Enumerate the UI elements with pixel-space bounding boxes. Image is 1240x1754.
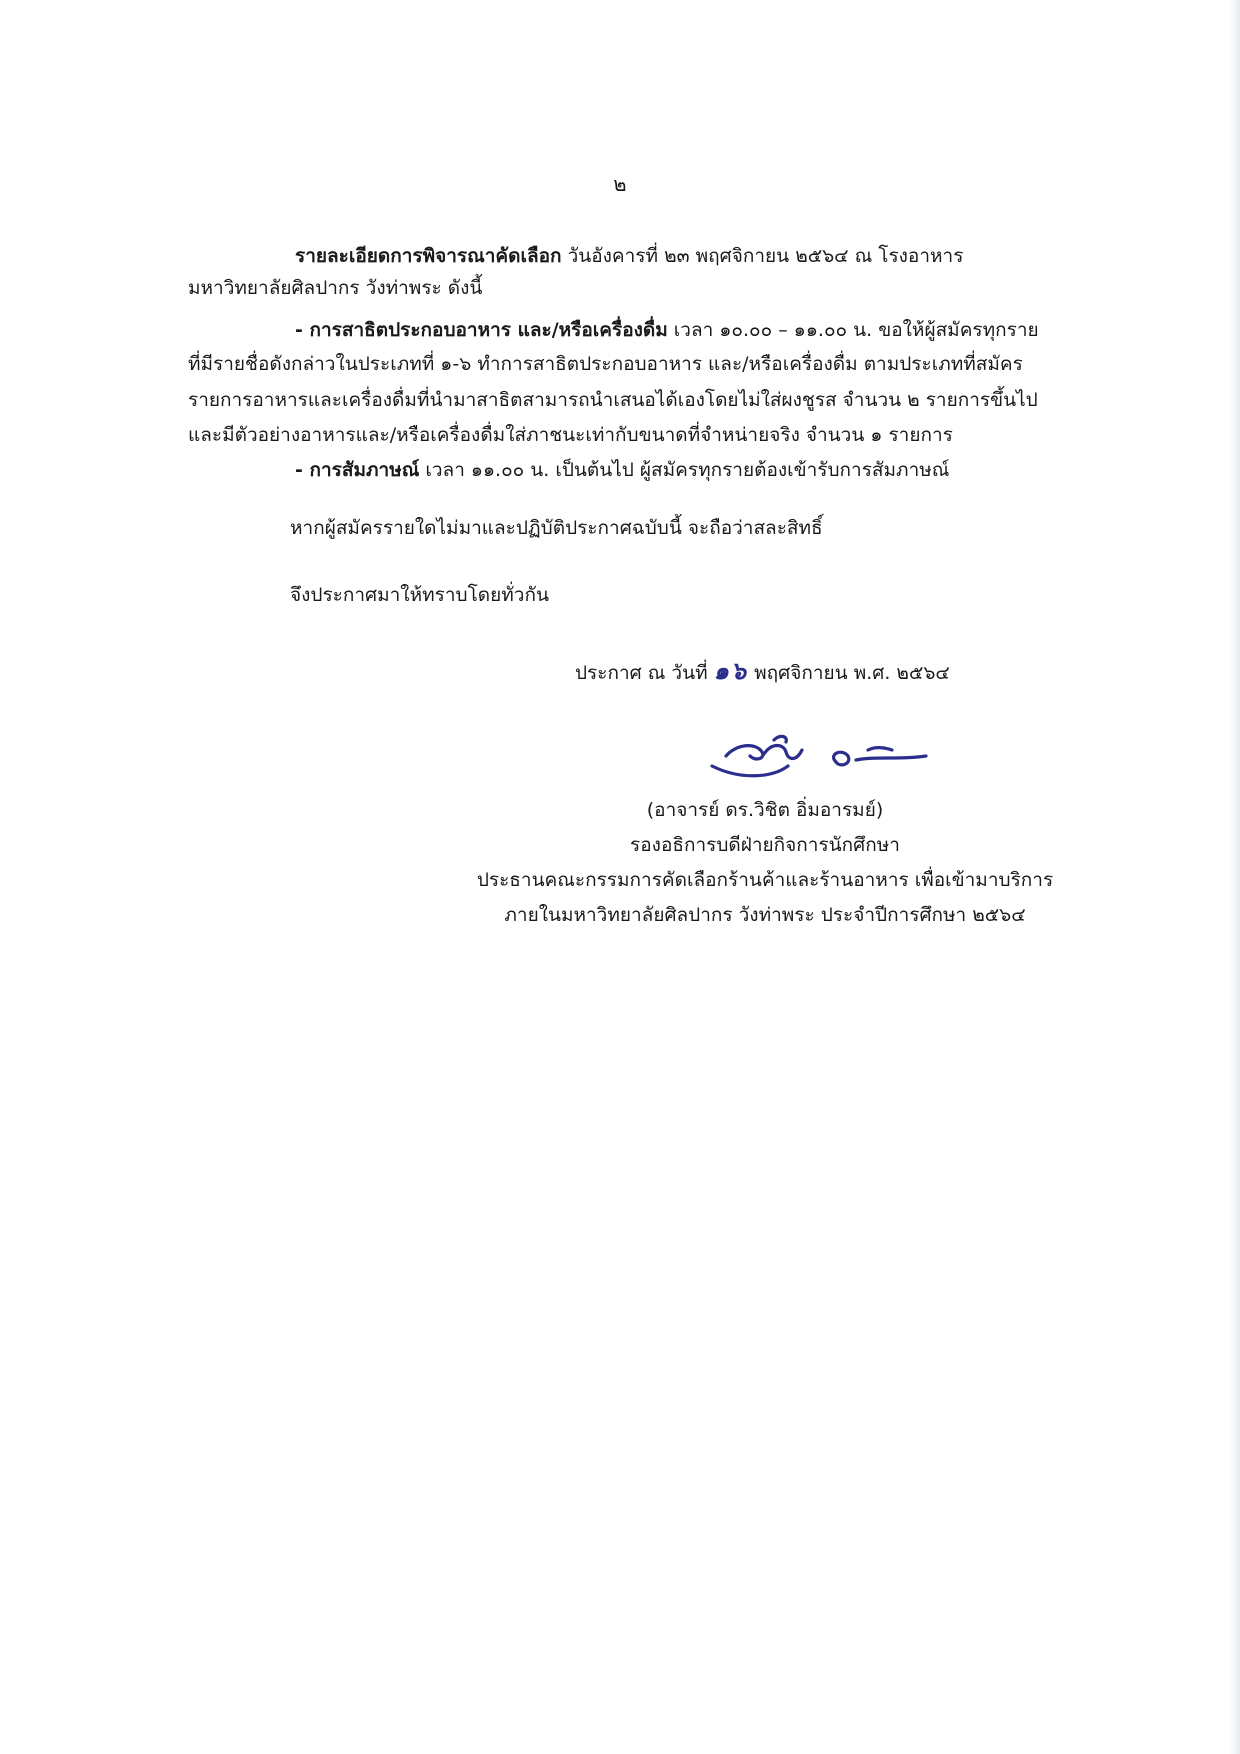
details-line-1: [295, 242, 963, 270]
demo-line-4: และมีตัวอย่างอาหารและ/หรือเครื่องดื่มใส่ภาชนะเท่ากับขนาดที่จำหน่ายจริง จำนวน ๑ รายการ: [188, 424, 953, 446]
page-edge: [1230, 0, 1240, 1754]
interview-text: เวลา ๑๑.๐๐ น. เป็นต้นไป ผู้สมัครทุกรายต้องเข้ารับการสัมภาษณ์: [419, 459, 950, 481]
signer-position-1: รองอธิการบดีฝ่ายกิจการนักศึกษา: [630, 834, 900, 856]
date-day-handwritten: ๑๖: [713, 656, 749, 685]
announce-line: จึงประกาศมาให้ทราบโดยทั่วกัน: [290, 584, 549, 606]
demo-line-2: ที่มีรายชื่อดังกล่าวในประเภทที่ ๑-๖ ทำการสาธิตประกอบอาหาร และ/หรือเครื่องดื่ม ตามประเภทที่สมัคร: [188, 353, 1023, 375]
date-month-year: พฤศจิกายน พ.ศ. ๒๕๖๔: [754, 662, 950, 684]
demo-line-3: รายการอาหารและเครื่องดื่มที่นำมาสาธิตสามารถนำเสนอได้เองโดยไม่ใส่ผงชูรส จำนวน ๒ รายการขึ้นไป: [188, 389, 1038, 411]
page-number: ๒: [613, 172, 627, 196]
signer-position-3: ภายในมหาวิทยาลัยศิลปากร วังท่าพระ ประจำปีการศึกษา ๒๕๖๔: [504, 904, 1026, 926]
demo-line-1: [295, 316, 1039, 344]
signer-name: (อาจารย์ ดร.วิชิต อิ่มอารมย์): [646, 799, 884, 821]
signature-image: [700, 728, 940, 788]
forfeit-notice: หากผู้สมัครรายใดไม่มาและปฏิบัติประกาศฉบับนี้ จะถือว่าสละสิทธิ์: [290, 517, 823, 539]
signer-position-2: ประธานคณะกรรมการคัดเลือกร้านค้าและร้านอาหาร เพื่อเข้ามาบริการ: [476, 869, 1054, 891]
interview-line: [295, 456, 949, 484]
details-line-1-text: วันอังคารที่ ๒๓ พฤศจิกายน ๒๕๖๔ ณ โรงอาหาร: [561, 245, 964, 267]
interview-heading: - การสัมภาษณ์: [295, 459, 420, 481]
details-heading: รายละเอียดการพิจารณาคัดเลือก: [295, 245, 562, 267]
announcement-date: [575, 657, 950, 687]
date-prefix: ประกาศ ณ วันที่: [575, 662, 708, 684]
details-line-2: มหาวิทยาลัยศิลปากร วังท่าพระ ดังนี้: [188, 277, 483, 299]
demo-line-1-text: เวลา ๑๐.๐๐ – ๑๑.๐๐ น. ขอให้ผู้สมัครทุกราย: [667, 319, 1039, 341]
demo-heading: - การสาธิตประกอบอาหาร และ/หรือเครื่องดื่ม: [295, 319, 668, 341]
